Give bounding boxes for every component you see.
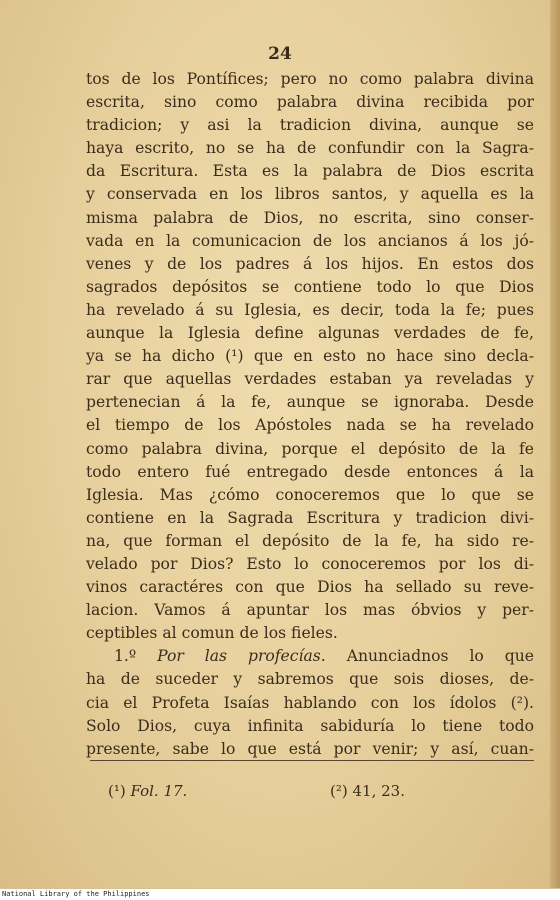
- text-line: contiene en la Sagrada Escritura y tradicion divi-: [86, 508, 534, 527]
- text-line: vinos caractéres con que Dios ha sellado su reve-: [86, 578, 534, 597]
- paragraph-1: [86, 68, 534, 645]
- text-line: ha de suceder y sabremos que sois dioses, de-: [86, 670, 534, 689]
- text-line: ya se ha dicho (¹) que en esto no hace sino decla-: [86, 347, 534, 366]
- footnote-rule: [90, 760, 534, 761]
- text-line: ceptibles al comun de los fieles.: [86, 624, 338, 643]
- library-credit: National Library of the Philippines: [0, 889, 560, 900]
- text-line: Solo Dios, cuya infinita sabiduría lo tiene todo: [86, 716, 534, 735]
- text-line: y conservada en los libros santos, y aquella es la: [86, 185, 534, 204]
- text-line: pertenecian á la fe, aunque se ignoraba. Desde: [86, 393, 534, 412]
- page-edge: [550, 0, 560, 888]
- text-line: na, que forman el depósito de la fe, ha sido re-: [86, 531, 534, 550]
- footnote-2-text: 41, 23.: [352, 782, 405, 800]
- footnote-2-mark: (²): [330, 782, 348, 800]
- paragraph-2-lead: 1.º: [114, 647, 137, 666]
- text-line: vada en la comunicacion de los ancianos á los jó-: [86, 231, 534, 250]
- footnote-2: [330, 782, 405, 800]
- text-line: ha revelado á su Iglesia, es decir, toda la fe; pues: [86, 300, 534, 319]
- footnote-1-text: Fol. 17.: [130, 782, 188, 800]
- text-line: rar que aquellas verdades estaban ya reveladas y: [86, 370, 534, 389]
- text-line: velado por Dios? Esto lo conoceremos por los di-: [86, 554, 534, 573]
- text-line: tos de los Pontífices; pero no como palabra divina: [86, 70, 534, 88]
- text-line: misma palabra de Dios, no escrita, sino conser-: [86, 208, 534, 227]
- paragraph-2-heading: Por las profecías.: [157, 647, 326, 666]
- text-line: presente, sabe lo que está por venir; y así, cuan-: [86, 739, 534, 758]
- paragraph-2: [86, 668, 534, 760]
- text-line: cia el Profeta Isaías hablando con los ídolos (²).: [86, 693, 534, 712]
- text-line: da Escritura. Esta es la palabra de Dios escrita: [86, 162, 534, 181]
- text-line: escrita, sino como palabra divina recibida por: [86, 93, 534, 112]
- footnote-1-mark: (¹): [108, 782, 126, 800]
- text-line: tradicion; y asi la tradicion divina, aunque se: [86, 116, 534, 135]
- text-line: haya escrito, no se ha de confundir con la Sagra-: [86, 139, 534, 158]
- text-line: todo entero fué entregado desde entonces á la: [86, 462, 534, 481]
- paragraph-2-first-rest: Anunciadnos lo que: [325, 647, 534, 666]
- paragraph-2-first-line: [86, 645, 534, 668]
- text-line: lacion. Vamos á apuntar los mas óbvios y per-: [86, 601, 534, 620]
- text-line: Iglesia. Mas ¿cómo conoceremos que lo que se: [86, 485, 534, 504]
- page-number: 24: [268, 44, 292, 64]
- text-line: sagrados depósitos se contiene todo lo que Dios: [86, 277, 534, 296]
- text-line: venes y de los padres á los hijos. En estos dos: [86, 254, 534, 273]
- text-line: aunque la Iglesia define algunas verdades de fe,: [86, 324, 534, 343]
- body-text: [86, 68, 534, 761]
- footnote-1: [108, 782, 187, 800]
- text-line: el tiempo de los Apóstoles nada se ha revelado: [86, 416, 534, 435]
- text-line: como palabra divina, porque el depósito de la fe: [86, 439, 534, 458]
